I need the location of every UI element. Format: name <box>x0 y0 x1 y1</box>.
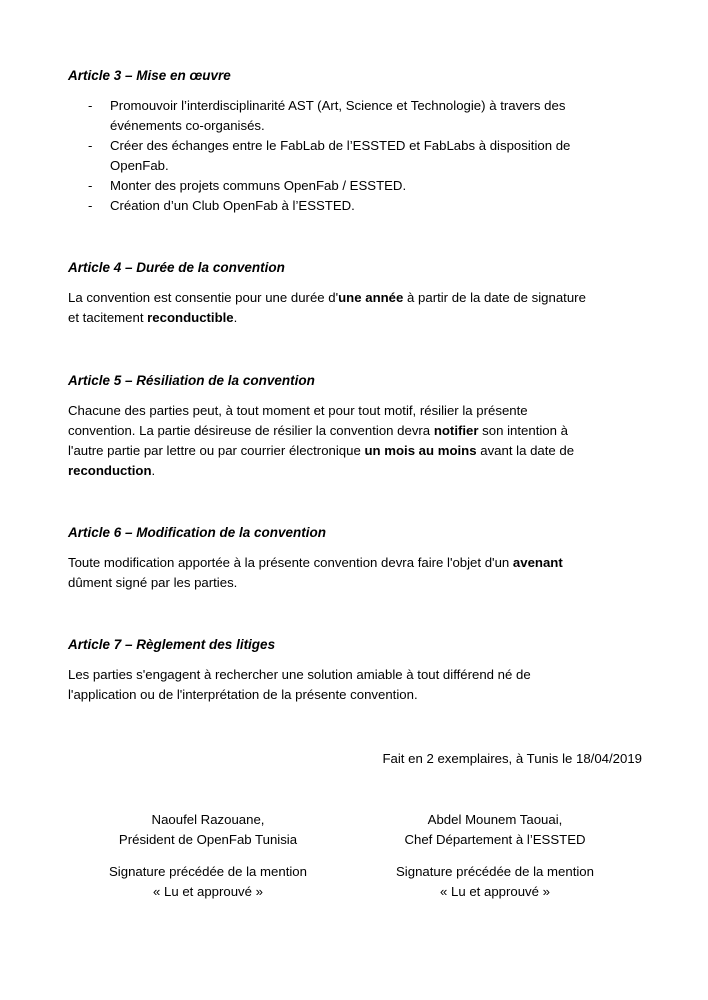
text-span: La convention est consentie pour une durée d' <box>68 290 339 305</box>
signatory-right <box>365 810 625 850</box>
list-item-line: Promouvoir l’interdisciplinarité AST (Art, Science et Technologie) à travers des <box>110 98 566 113</box>
article-7-body <box>68 665 648 705</box>
paragraph-line: dûment signé par les parties. <box>68 575 238 590</box>
article-3-list <box>88 96 648 216</box>
signature-place-date: Fait en 2 exemplaires, à Tunis le 18/04/2019 <box>382 751 642 766</box>
bold-text: notifier <box>433 423 479 438</box>
paragraph-line <box>68 308 648 328</box>
paragraph-line <box>68 553 648 573</box>
text-span: avant la date de <box>476 443 575 458</box>
signature-mention-right <box>365 862 625 902</box>
bold-text: une année <box>338 290 404 305</box>
bold-text: avenant <box>512 555 563 570</box>
text-span: . <box>151 463 156 478</box>
text-span: l'autre partie par lettre ou par courrier électronique <box>68 443 365 458</box>
list-item <box>88 196 648 216</box>
list-item-line: Créer des échanges entre le FabLab de l’ESSTED et FabLabs à disposition de <box>110 138 571 153</box>
signatory-name: Abdel Mounem Taouai, <box>427 812 563 827</box>
paragraph-line: l'application ou de l'interprétation de la présente convention. <box>68 687 418 702</box>
article-5-heading: Article 5 – Résiliation de la convention <box>68 373 315 388</box>
bullet-dash: - <box>88 178 93 193</box>
bullet-dash: - <box>88 198 93 213</box>
list-item-line: OpenFab. <box>110 158 169 173</box>
text-span: . <box>233 310 238 325</box>
signatory-role: Chef Département à l’ESSTED <box>404 832 586 847</box>
bold-text: reconduction <box>68 463 152 478</box>
article-4-heading: Article 4 – Durée de la convention <box>68 260 285 275</box>
signatory-role: Président de OpenFab Tunisia <box>118 832 298 847</box>
list-item-line: Création d’un Club OpenFab à l’ESSTED. <box>110 198 355 213</box>
bold-text: un mois au moins <box>364 443 477 458</box>
signatory-left <box>78 810 338 850</box>
bold-text: reconductible <box>147 310 234 325</box>
text-span: et tacitement <box>68 310 148 325</box>
list-item-line: événements co-organisés. <box>110 118 265 133</box>
text-span: convention. La partie désireuse de résilier la convention devra <box>68 423 434 438</box>
list-item <box>88 136 648 176</box>
text-span: son intention à <box>478 423 568 438</box>
mention-line: « Lu et approuvé » <box>440 884 550 899</box>
paragraph-line: Les parties s'engagent à rechercher une solution amiable à tout différend né de <box>68 667 531 682</box>
paragraph-line <box>68 441 648 461</box>
signature-mention-left <box>78 862 338 902</box>
article-6-body <box>68 553 648 593</box>
bullet-dash: - <box>88 98 93 113</box>
article-3-heading: Article 3 – Mise en œuvre <box>68 68 231 83</box>
list-item <box>88 176 648 196</box>
paragraph-line <box>68 461 648 481</box>
article-6-heading: Article 6 – Modification de la convention <box>68 525 327 540</box>
signatory-name: Naoufel Razouane, <box>151 812 265 827</box>
paragraph-line: Chacune des parties peut, à tout moment et pour tout motif, résilier la présente <box>68 403 528 418</box>
article-5-body <box>68 401 648 481</box>
paragraph-line <box>68 421 648 441</box>
list-item <box>88 96 648 136</box>
mention-line: « Lu et approuvé » <box>153 884 263 899</box>
mention-line: Signature précédée de la mention <box>396 864 594 879</box>
text-span: Toute modification apportée à la présente convention devra faire l'objet d'un <box>68 555 513 570</box>
article-7-heading: Article 7 – Règlement des litiges <box>68 637 276 652</box>
list-item-line: Monter des projets communs OpenFab / ESSTED. <box>110 178 407 193</box>
bullet-dash: - <box>88 138 93 153</box>
mention-line: Signature précédée de la mention <box>109 864 307 879</box>
text-span: à partir de la date de signature <box>403 290 586 305</box>
paragraph-line <box>68 288 648 308</box>
article-4-body <box>68 288 648 328</box>
